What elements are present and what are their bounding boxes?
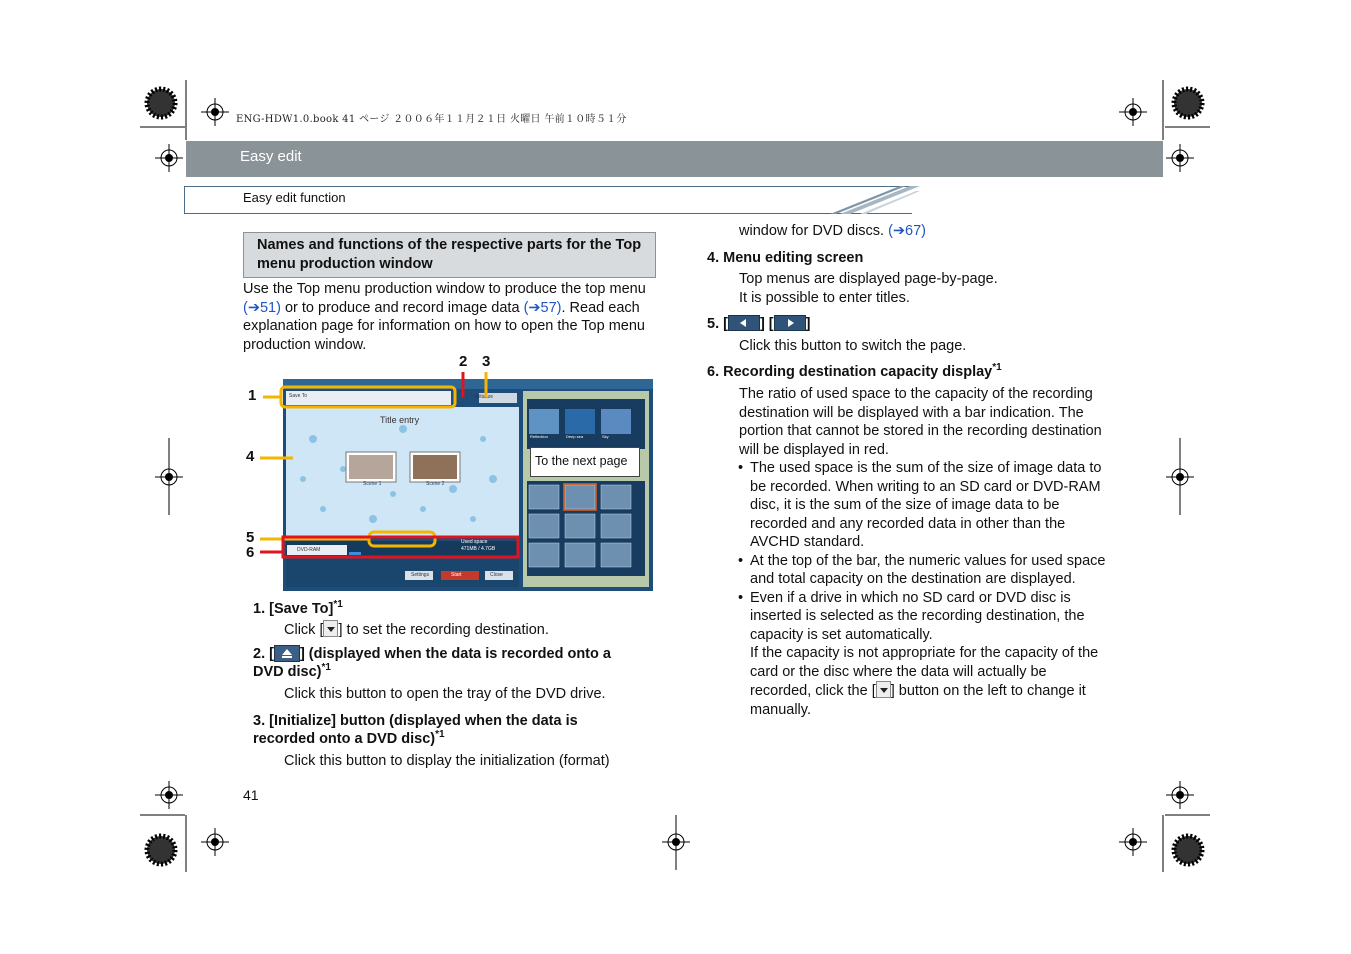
dropdown-icon	[876, 681, 891, 698]
section-title: Easy edit function	[243, 190, 346, 205]
intro-text: or to produce and record image data	[280, 299, 524, 316]
item-6-head	[707, 363, 1002, 381]
previous-page-icon	[728, 315, 760, 331]
callout-4: 4	[246, 448, 255, 465]
start-button[interactable]: Start	[451, 572, 462, 578]
item-3-body-continued	[739, 222, 926, 241]
item-1-text: ] to set the recording destination.	[338, 622, 549, 638]
drive-select[interactable]: DVD-RAM	[297, 547, 321, 553]
item-6-bullets	[738, 459, 1108, 719]
footnote-marker: *1	[333, 599, 343, 611]
item-5-head	[707, 315, 810, 333]
item-6-body: The ratio of used space to the capacity of the recording destination will be displayed with a bar indication. The portion that cannot be stored in the recording destination will be displayed in red.	[739, 386, 1102, 458]
close-button[interactable]: Close	[490, 572, 503, 578]
intro-text: Use the Top menu production window to produce the top menu	[243, 281, 646, 297]
title-entry-label[interactable]: Title entry	[380, 415, 420, 425]
save-to-field[interactable]: Save To	[289, 393, 307, 399]
footnote-marker: *1	[992, 362, 1002, 374]
item-3-title: 3. [Initialize] button (displayed when the data is recorded onto a DVD disc)	[253, 713, 578, 747]
bullet-text: If the capacity is not appropriate for the capacity of the card or the disc where the data will actually be recorded, click the [	[750, 645, 1099, 699]
item-1-title: 1. [Save To]	[253, 601, 334, 617]
link-page-57[interactable]: (➔57)	[523, 299, 562, 316]
link-page-67[interactable]: (➔67)	[888, 223, 927, 239]
item-4-body-2: It is possible to enter titles.	[739, 290, 910, 306]
used-space-values: 471MB / 4.7GB	[461, 546, 496, 552]
thumb-label-deep-sea: Deep sea	[566, 434, 584, 439]
callout-1: 1	[248, 387, 257, 404]
item-2-body: Click this button to open the tray of the DVD drive.	[284, 686, 606, 702]
item-1-text: Click [	[284, 622, 324, 638]
book-info-line: ENG-HDW1.0.book 41 ページ ２００６年１１月２１日 火曜日 午前１０時５１分	[236, 114, 627, 125]
item-3-text: window for DVD discs.	[739, 223, 889, 239]
item-5-body: Click this button to switch the page.	[739, 338, 967, 354]
used-space-label: Used space	[461, 539, 488, 545]
intro-text: . Read each explanation page for information on how to open the Top menu production window.	[243, 299, 645, 353]
link-page-51[interactable]: (➔51)	[243, 299, 281, 316]
bullet-item	[738, 589, 1108, 720]
item-5-title: ] [	[759, 316, 774, 332]
bullet-item: • The used space is the sum of the size of image data to be recorded. When writing to an SD card or DVD-RAM disc, it is the sum of the size of image data to be recorded and any recorded data in other than the AVCHD standard.	[738, 459, 1108, 552]
bullet-item: • At the top of the bar, the numeric values for used space and total capacity on the destination are displayed.	[738, 552, 1108, 589]
item-2-head	[253, 645, 643, 681]
item-1-head	[253, 600, 343, 618]
settings-button[interactable]: Settings	[411, 572, 430, 578]
item-4-head: 4. Menu editing screen	[707, 250, 864, 266]
item-2-title: 2. [	[253, 646, 274, 662]
bullet-text: Even if a drive in which no SD card or DVD disc is inserted is selected as the recording destination, the capacity is set automatically.	[750, 589, 1085, 643]
footnote-marker: *1	[435, 729, 445, 741]
item-3-body: Click this button to display the initialization (format)	[284, 753, 610, 769]
initialize-button[interactable]: Initialize	[475, 394, 494, 400]
bullet-text: ] button on the left to change it manually.	[750, 683, 1086, 718]
next-page-icon	[774, 315, 806, 331]
scene-2-label: Scene 2	[426, 481, 445, 487]
callout-3: 3	[482, 353, 491, 370]
callout-2: 2	[459, 353, 468, 370]
footnote-marker: *1	[321, 662, 331, 674]
callout-5: 5	[246, 529, 255, 546]
item-5-title: ]	[805, 316, 811, 332]
dropdown-icon	[323, 620, 338, 637]
names-box-title: Names and functions of the respective parts for the Top menu production window	[257, 237, 642, 272]
item-3-head	[253, 712, 633, 748]
header-title: Easy edit	[240, 148, 302, 165]
item-2-title: ] (displayed when the data is recorded onto a DVD disc)	[253, 646, 611, 680]
scene-1-label: Scene 1	[363, 481, 382, 487]
item-6-title: 6. Recording destination capacity display	[707, 364, 993, 380]
page-number: 41	[243, 787, 259, 803]
item-4-body-1: Top menus are displayed page-by-page.	[739, 271, 998, 287]
item-1-body	[284, 620, 549, 640]
callout-6: 6	[246, 544, 255, 561]
next-page-callout: To the next page	[530, 447, 640, 477]
thumb-label-sky: Sky	[602, 434, 609, 439]
thumb-label-reflection: Reflection	[530, 434, 548, 439]
item-5-title: 5. [	[707, 316, 728, 332]
eject-icon	[274, 645, 300, 662]
